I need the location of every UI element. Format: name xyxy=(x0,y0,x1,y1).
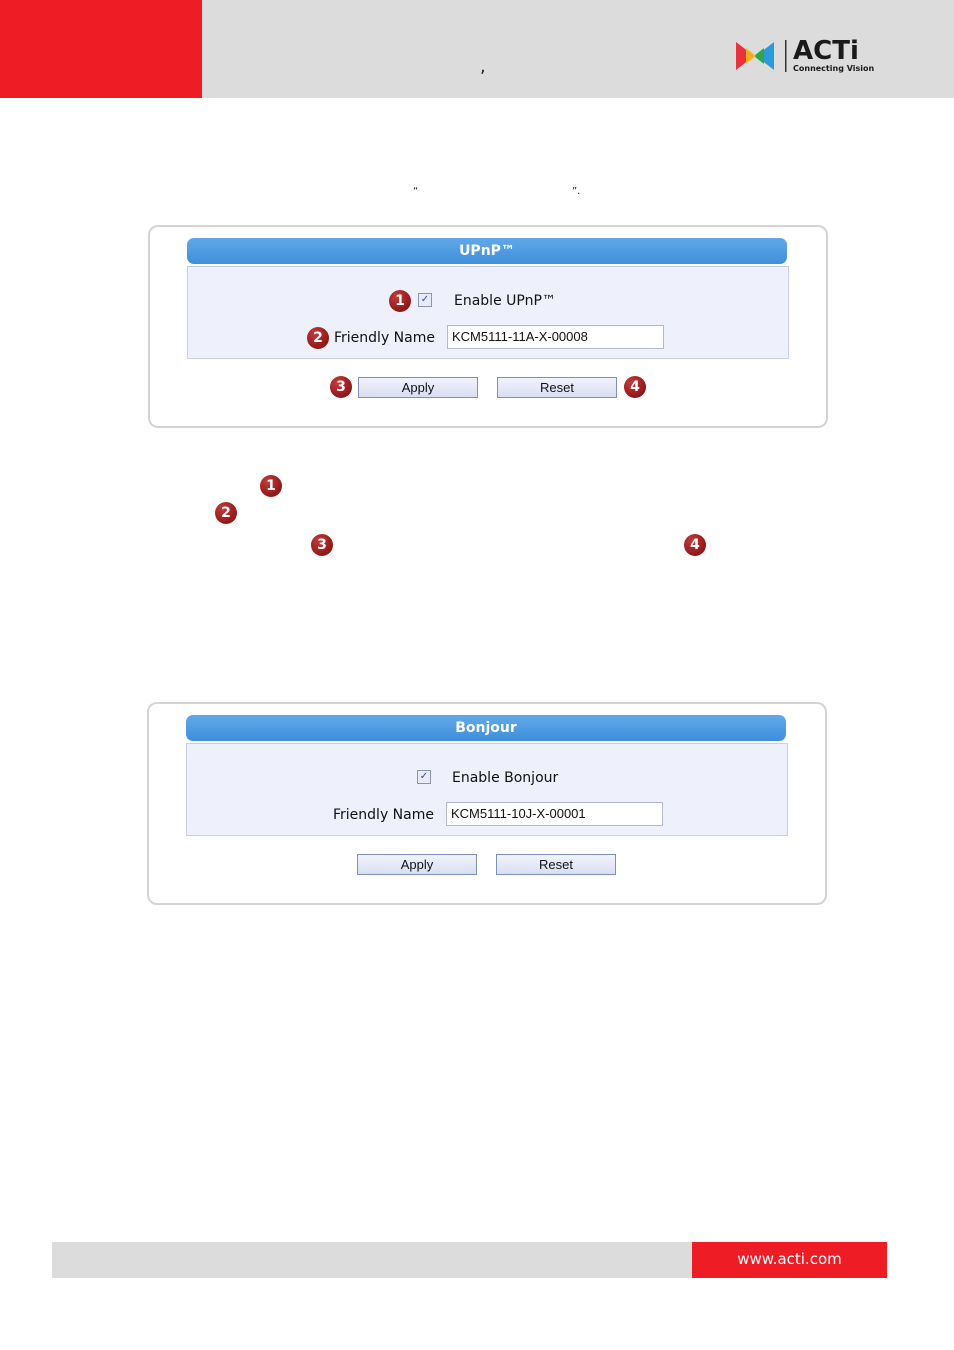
upnp-apply-button[interactable]: Apply xyxy=(358,377,478,398)
legend-badge-1: 1 xyxy=(260,475,282,497)
intro-quote-close: ”. xyxy=(572,186,581,197)
enable-upnp-label: Enable UPnP™ xyxy=(454,293,556,309)
bonjour-friendly-name-label: Friendly Name xyxy=(333,807,434,823)
bonjour-friendly-name-input[interactable]: KCM5111-10J-X-00001 xyxy=(446,802,663,826)
callout-badge-4: 4 xyxy=(624,376,646,398)
upnp-reset-button[interactable]: Reset xyxy=(497,377,617,398)
legend-badge-3: 3 xyxy=(311,534,333,556)
bonjour-apply-button[interactable]: Apply xyxy=(357,854,477,875)
upnp-title-bar: UPnP™ xyxy=(187,238,787,264)
bonjour-title-bar: Bonjour xyxy=(186,715,786,741)
legend-badge-2: 2 xyxy=(215,502,237,524)
header-comma: , xyxy=(480,56,486,77)
enable-upnp-checkbox[interactable]: ✓ xyxy=(418,293,432,307)
enable-bonjour-checkbox[interactable]: ✓ xyxy=(417,770,431,784)
enable-bonjour-label: Enable Bonjour xyxy=(452,770,559,786)
callout-badge-2: 2 xyxy=(307,327,329,349)
header-red-block xyxy=(0,0,202,98)
intro-quote-open: “ xyxy=(413,186,419,197)
bonjour-reset-button[interactable]: Reset xyxy=(496,854,616,875)
callout-badge-1: 1 xyxy=(389,290,411,312)
acti-logo-tagline: Connecting Vision xyxy=(793,64,875,73)
callout-badge-3: 3 xyxy=(330,376,352,398)
acti-logo-wordmark: ACTi xyxy=(793,36,859,66)
upnp-friendly-name-input[interactable]: KCM5111-11A-X-00008 xyxy=(447,325,664,349)
footer-website-link[interactable]: www.acti.com xyxy=(692,1242,887,1278)
upnp-friendly-name-label: Friendly Name xyxy=(334,330,435,346)
legend-badge-4: 4 xyxy=(684,534,706,556)
footer-gray-bar xyxy=(52,1242,692,1278)
